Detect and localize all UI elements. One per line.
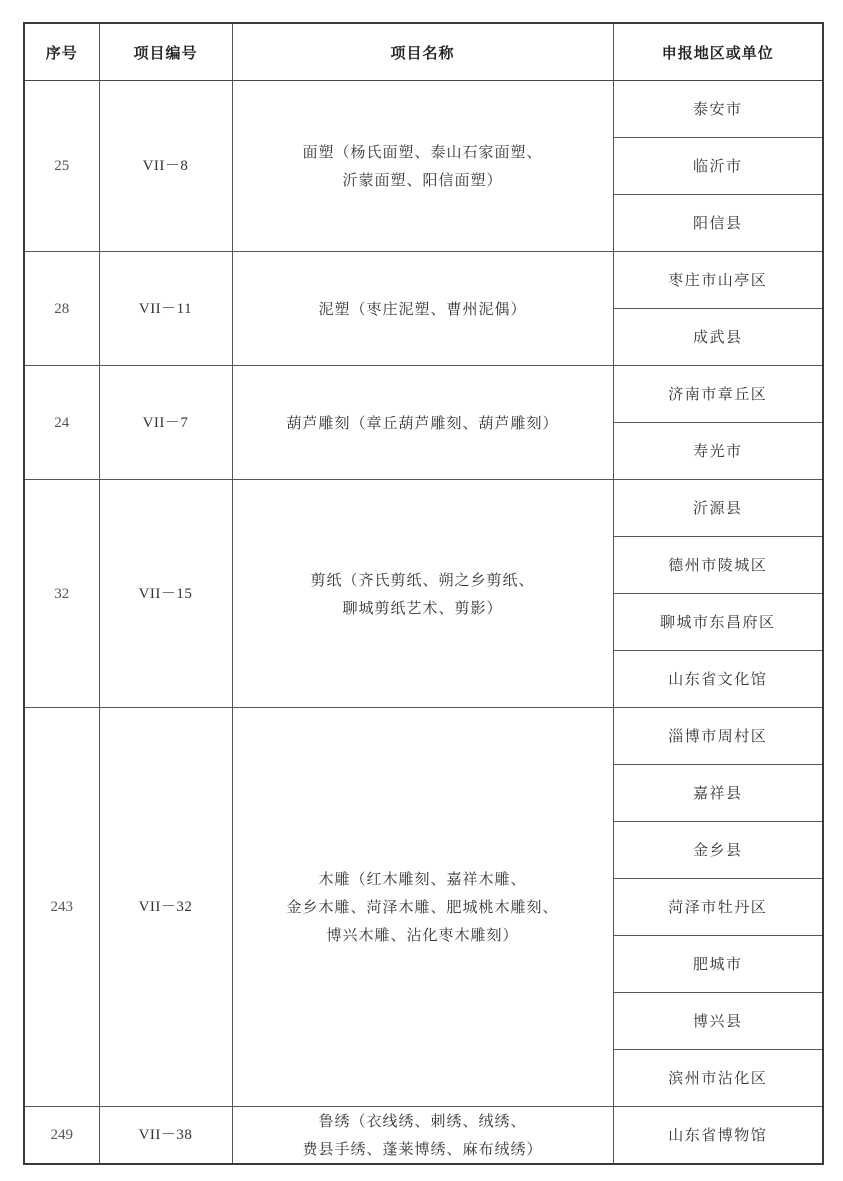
- name-line: 鲁绣（衣线绣、刺绣、绒绣、: [318, 1112, 527, 1130]
- cell-name: [232, 366, 613, 480]
- cell-name: [232, 708, 613, 1107]
- cell-unit: 滨州市沾化区: [613, 1050, 823, 1107]
- cell-unit: 金乡县: [613, 822, 823, 879]
- table-row: [24, 480, 823, 537]
- cell-code: VII－8: [99, 81, 232, 252]
- cell-unit: 阳信县: [613, 195, 823, 252]
- cell-unit: 山东省文化馆: [613, 651, 823, 708]
- table-row: [24, 252, 823, 309]
- name-line: 木雕（红木雕刻、嘉祥木雕、: [318, 870, 527, 888]
- cell-name: [232, 81, 613, 252]
- name-line: 沂蒙面塑、阳信面塑）: [342, 171, 503, 189]
- cell-unit: 沂源县: [613, 480, 823, 537]
- name-line: 泥塑（枣庄泥塑、曹州泥偶）: [318, 299, 527, 318]
- cell-code: VII－38: [99, 1107, 232, 1165]
- name-line: 博兴木雕、沾化枣木雕刻）: [326, 926, 519, 944]
- cell-unit: 聊城市东昌府区: [613, 594, 823, 651]
- cell-unit: 寿光市: [613, 423, 823, 480]
- cell-seq: 249: [24, 1107, 99, 1165]
- cell-unit: 博兴县: [613, 993, 823, 1050]
- name-line: 聊城剪纸艺术、剪影）: [342, 598, 503, 617]
- cell-seq: 25: [24, 81, 99, 252]
- cell-unit: 淄博市周村区: [613, 708, 823, 765]
- cell-seq: 32: [24, 480, 99, 708]
- heritage-project-table: [23, 22, 824, 1165]
- cell-name: [232, 252, 613, 366]
- table-header-row: [24, 23, 823, 81]
- header-unit: 申报地区或单位: [613, 23, 823, 81]
- name-line: 剪纸（齐氏剪纸、朔之乡剪纸、: [310, 570, 535, 589]
- table-row: [24, 366, 823, 423]
- cell-unit: 菏泽市牡丹区: [613, 879, 823, 936]
- cell-code: VII－7: [99, 366, 232, 480]
- table-row: [24, 1107, 823, 1165]
- cell-name: [232, 1107, 613, 1165]
- header-code: 项目编号: [99, 23, 232, 81]
- table-row: [24, 81, 823, 138]
- name-line: 葫芦雕刻（章丘葫芦雕刻、葫芦雕刻）: [286, 413, 559, 432]
- cell-unit: 成武县: [613, 309, 823, 366]
- cell-code: VII－15: [99, 480, 232, 708]
- name-line: 费县手绣、蓬莱博绣、麻布绒绣）: [302, 1140, 543, 1158]
- cell-unit: 德州市陵城区: [613, 537, 823, 594]
- cell-unit: 嘉祥县: [613, 765, 823, 822]
- cell-unit: 临沂市: [613, 138, 823, 195]
- cell-unit: 枣庄市山亭区: [613, 252, 823, 309]
- cell-unit: 肥城市: [613, 936, 823, 993]
- cell-unit: 济南市章丘区: [613, 366, 823, 423]
- name-line: 金乡木雕、菏泽木雕、肥城桃木雕刻、: [286, 898, 559, 916]
- cell-unit: 山东省博物馆: [613, 1107, 823, 1165]
- cell-name: [232, 480, 613, 708]
- cell-code: VII－11: [99, 252, 232, 366]
- table-row: [24, 708, 823, 765]
- name-line: 面塑（杨氏面塑、泰山石家面塑、: [302, 143, 543, 161]
- cell-seq: 243: [24, 708, 99, 1107]
- cell-code: VII－32: [99, 708, 232, 1107]
- cell-unit: 泰安市: [613, 81, 823, 138]
- cell-seq: 24: [24, 366, 99, 480]
- header-name: 项目名称: [232, 23, 613, 81]
- header-seq: 序号: [24, 23, 99, 81]
- cell-seq: 28: [24, 252, 99, 366]
